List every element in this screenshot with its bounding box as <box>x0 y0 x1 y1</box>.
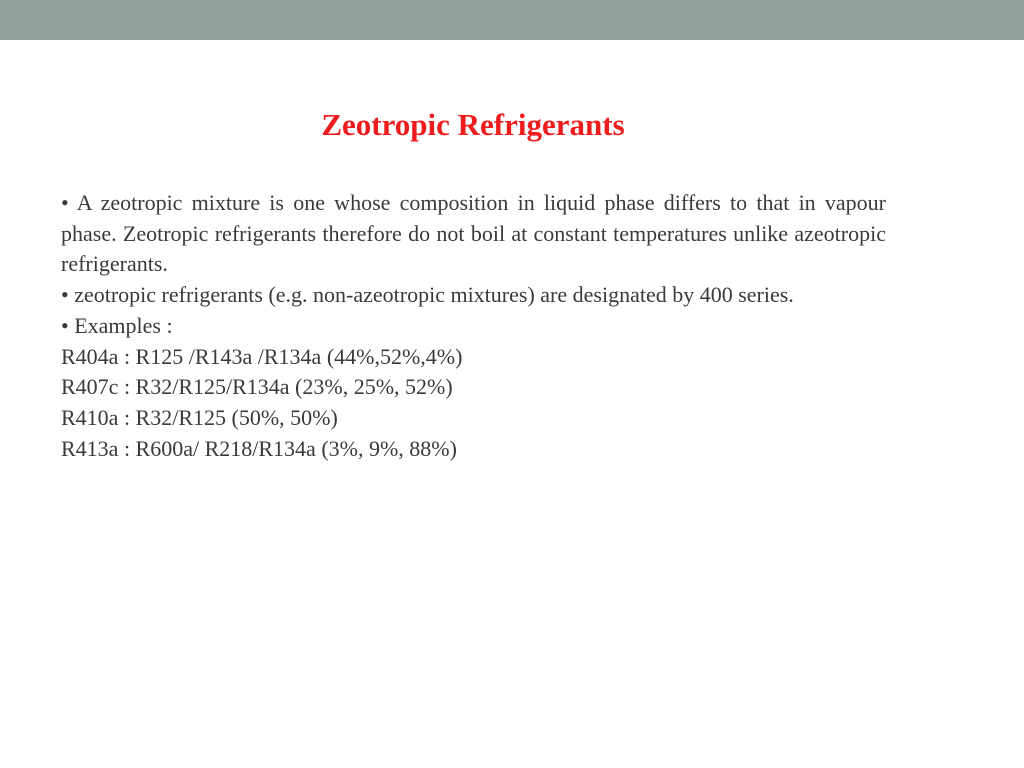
slide-title: Zeotropic Refrigerants <box>321 107 625 142</box>
bullet-definition: • A zeotropic mixture is one whose composition in liquid phase differs to that in vapour phase. Zeotropic refrigerants therefore do not boil at constant temperatures unlike azeotropic refrigerants. <box>61 190 886 277</box>
example-r404a: R404a : R125 /R143a /R134a (44%,52%,4%) <box>61 343 463 369</box>
header-band <box>0 0 1024 40</box>
example-r410a: R410a : R32/R125 (50%, 50%) <box>61 404 338 430</box>
bullet-designation: • zeotropic refrigerants (e.g. non-azeotropic mixtures) are designated by 400 series. <box>61 282 794 308</box>
example-r407c: R407c : R32/R125/R134a (23%, 25%, 52%) <box>61 374 453 400</box>
slide-body <box>61 188 886 464</box>
example-r413a: R413a : R600a/ R218/R134a (3%, 9%, 88%) <box>61 435 457 461</box>
bullet-examples-heading: • Examples : <box>61 312 173 338</box>
